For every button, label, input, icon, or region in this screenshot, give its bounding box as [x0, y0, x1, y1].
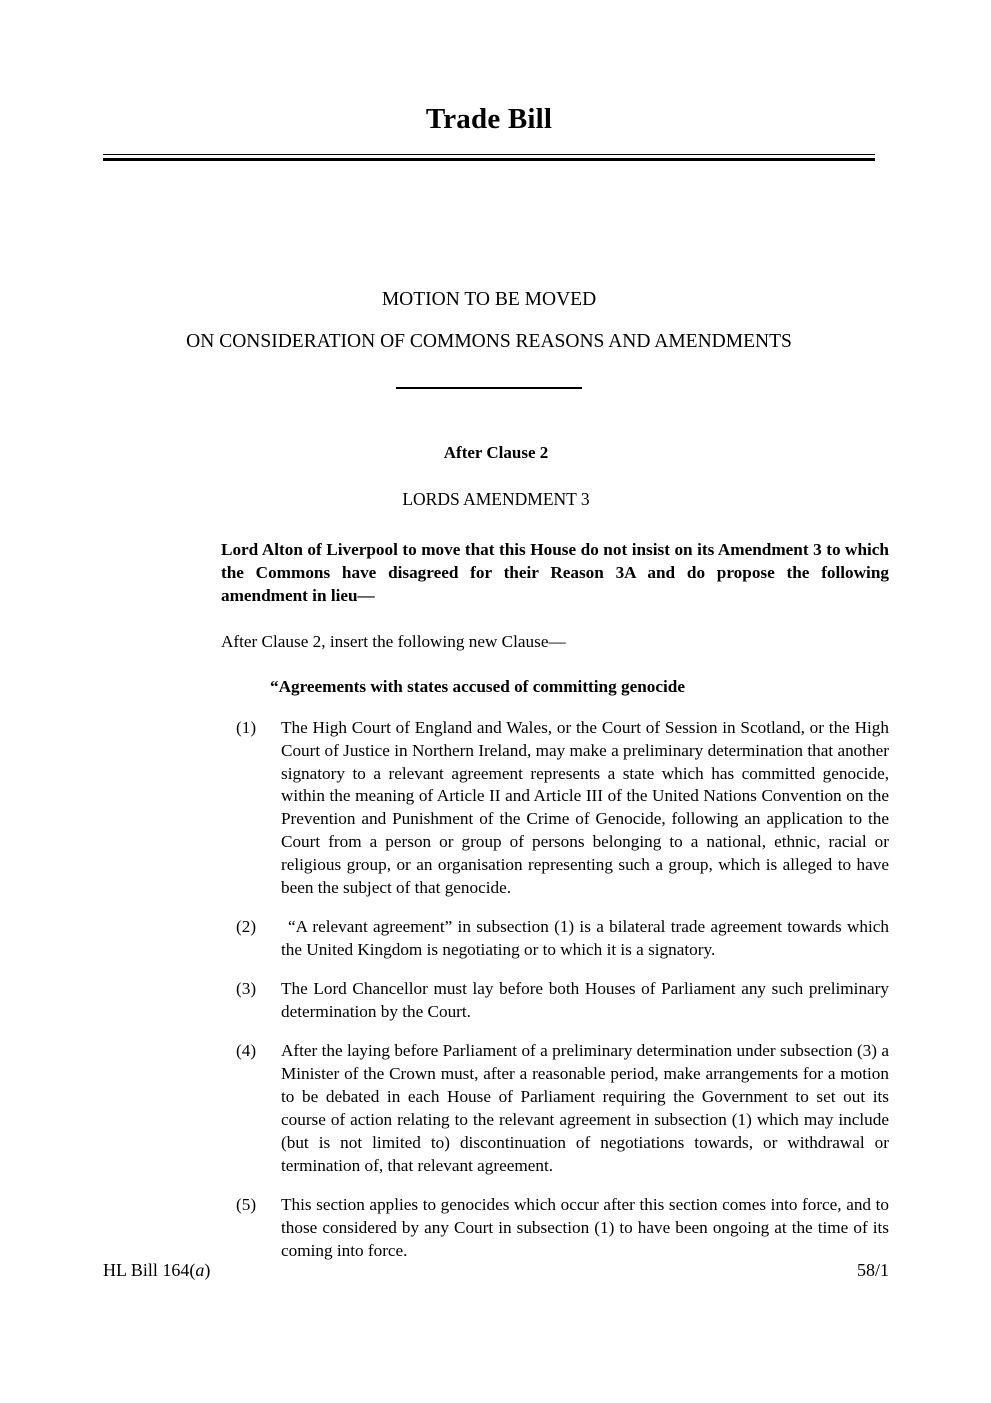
page-footer — [103, 1260, 889, 1281]
subsection-number: (5) — [236, 1194, 257, 1214]
motion-paragraph: Lord Alton of Liverpool to move that this House do not insist on its Amendment 3 to which the Commons have disagreed for their Reason 3A and do propose the following amendment in lieu— — [221, 540, 889, 606]
clause-heading: After Clause 2 — [443, 443, 549, 462]
subsection-text: “A relevant agreement” in subsection (1) is a bilateral trade agreement towards which the United Kingdom is negotiating or to which it is a signatory. — [281, 917, 889, 960]
subsection-text: The High Court of England and Wales, or the Court of Session in Scotland, or the High Court of Justice in Northern Ireland, may make a preliminary determination that another signatory to a relevant agreement represents a state which has committed genocide, within the meaning of Article II and Article III of the United Nations Convention on the Prevention and Punishment of the Crime of Genocide, following an application to the Court from a person or group of persons belonging to a national, ethnic, racial or religious group, or an organisation representing such a group, which is alleged to have been the subject of that genocide. — [281, 717, 889, 898]
subsection-number: (2) — [236, 917, 257, 937]
amendment-section — [103, 443, 889, 1263]
bill-number-letter: a — [195, 1260, 205, 1280]
subsection-number: (3) — [236, 979, 257, 999]
subsection-item — [103, 717, 889, 901]
bill-number-suffix: ) — [204, 1260, 211, 1280]
subsection-item — [103, 916, 889, 962]
subsection-number: (1) — [236, 717, 257, 737]
motion-heading-line-2: ON CONSIDERATION OF COMMONS REASONS AND AMENDMENTS — [186, 330, 792, 352]
subsection-list — [103, 717, 889, 1263]
amendment-label: LORDS AMENDMENT 3 — [402, 489, 590, 510]
subsection-number: (4) — [236, 1041, 257, 1061]
subsection-item — [103, 1194, 889, 1263]
section-divider-rule — [396, 387, 582, 389]
subsection-item — [103, 1040, 889, 1178]
bill-number-prefix: HL Bill 164( — [103, 1260, 196, 1280]
motion-heading-line-1: MOTION TO BE MOVED — [381, 289, 597, 310]
subsection-text: The Lord Chancellor must lay before both Houses of Parliament any such preliminary determination by the Court. — [281, 979, 889, 1022]
section-divider-wrap — [103, 387, 875, 389]
subsection-text: This section applies to genocides which occur after this section comes into force, and to those considered by any Court in subsection (1) to have been ongoing at the time of its coming into force. — [281, 1194, 889, 1260]
subsection-item — [103, 978, 889, 1024]
header-rule-thick — [103, 158, 875, 161]
bill-number — [103, 1260, 210, 1281]
masthead — [103, 104, 875, 161]
header-double-rule — [103, 154, 875, 161]
motion-headings — [103, 290, 875, 389]
page-number: 58/1 — [856, 1260, 889, 1280]
page-title: Trade Bill — [425, 103, 553, 135]
insert-instruction: After Clause 2, insert the following new Clause— — [221, 631, 566, 651]
new-clause-title: “Agreements with states accused of committing genocide — [270, 676, 685, 696]
subsection-text: After the laying before Parliament of a preliminary determination under subsection (3) a Minister of the Crown must, after a reasonable period, make arrangements for a motion to be debated in each House of Parliament requiring the Government to set out its course of action relating to the relevant agreement in subsection (1) which may include (but is not limited to) discontinuation of negotiations towards, or withdrawal or termination of, that relevant agreement. — [281, 1041, 889, 1175]
